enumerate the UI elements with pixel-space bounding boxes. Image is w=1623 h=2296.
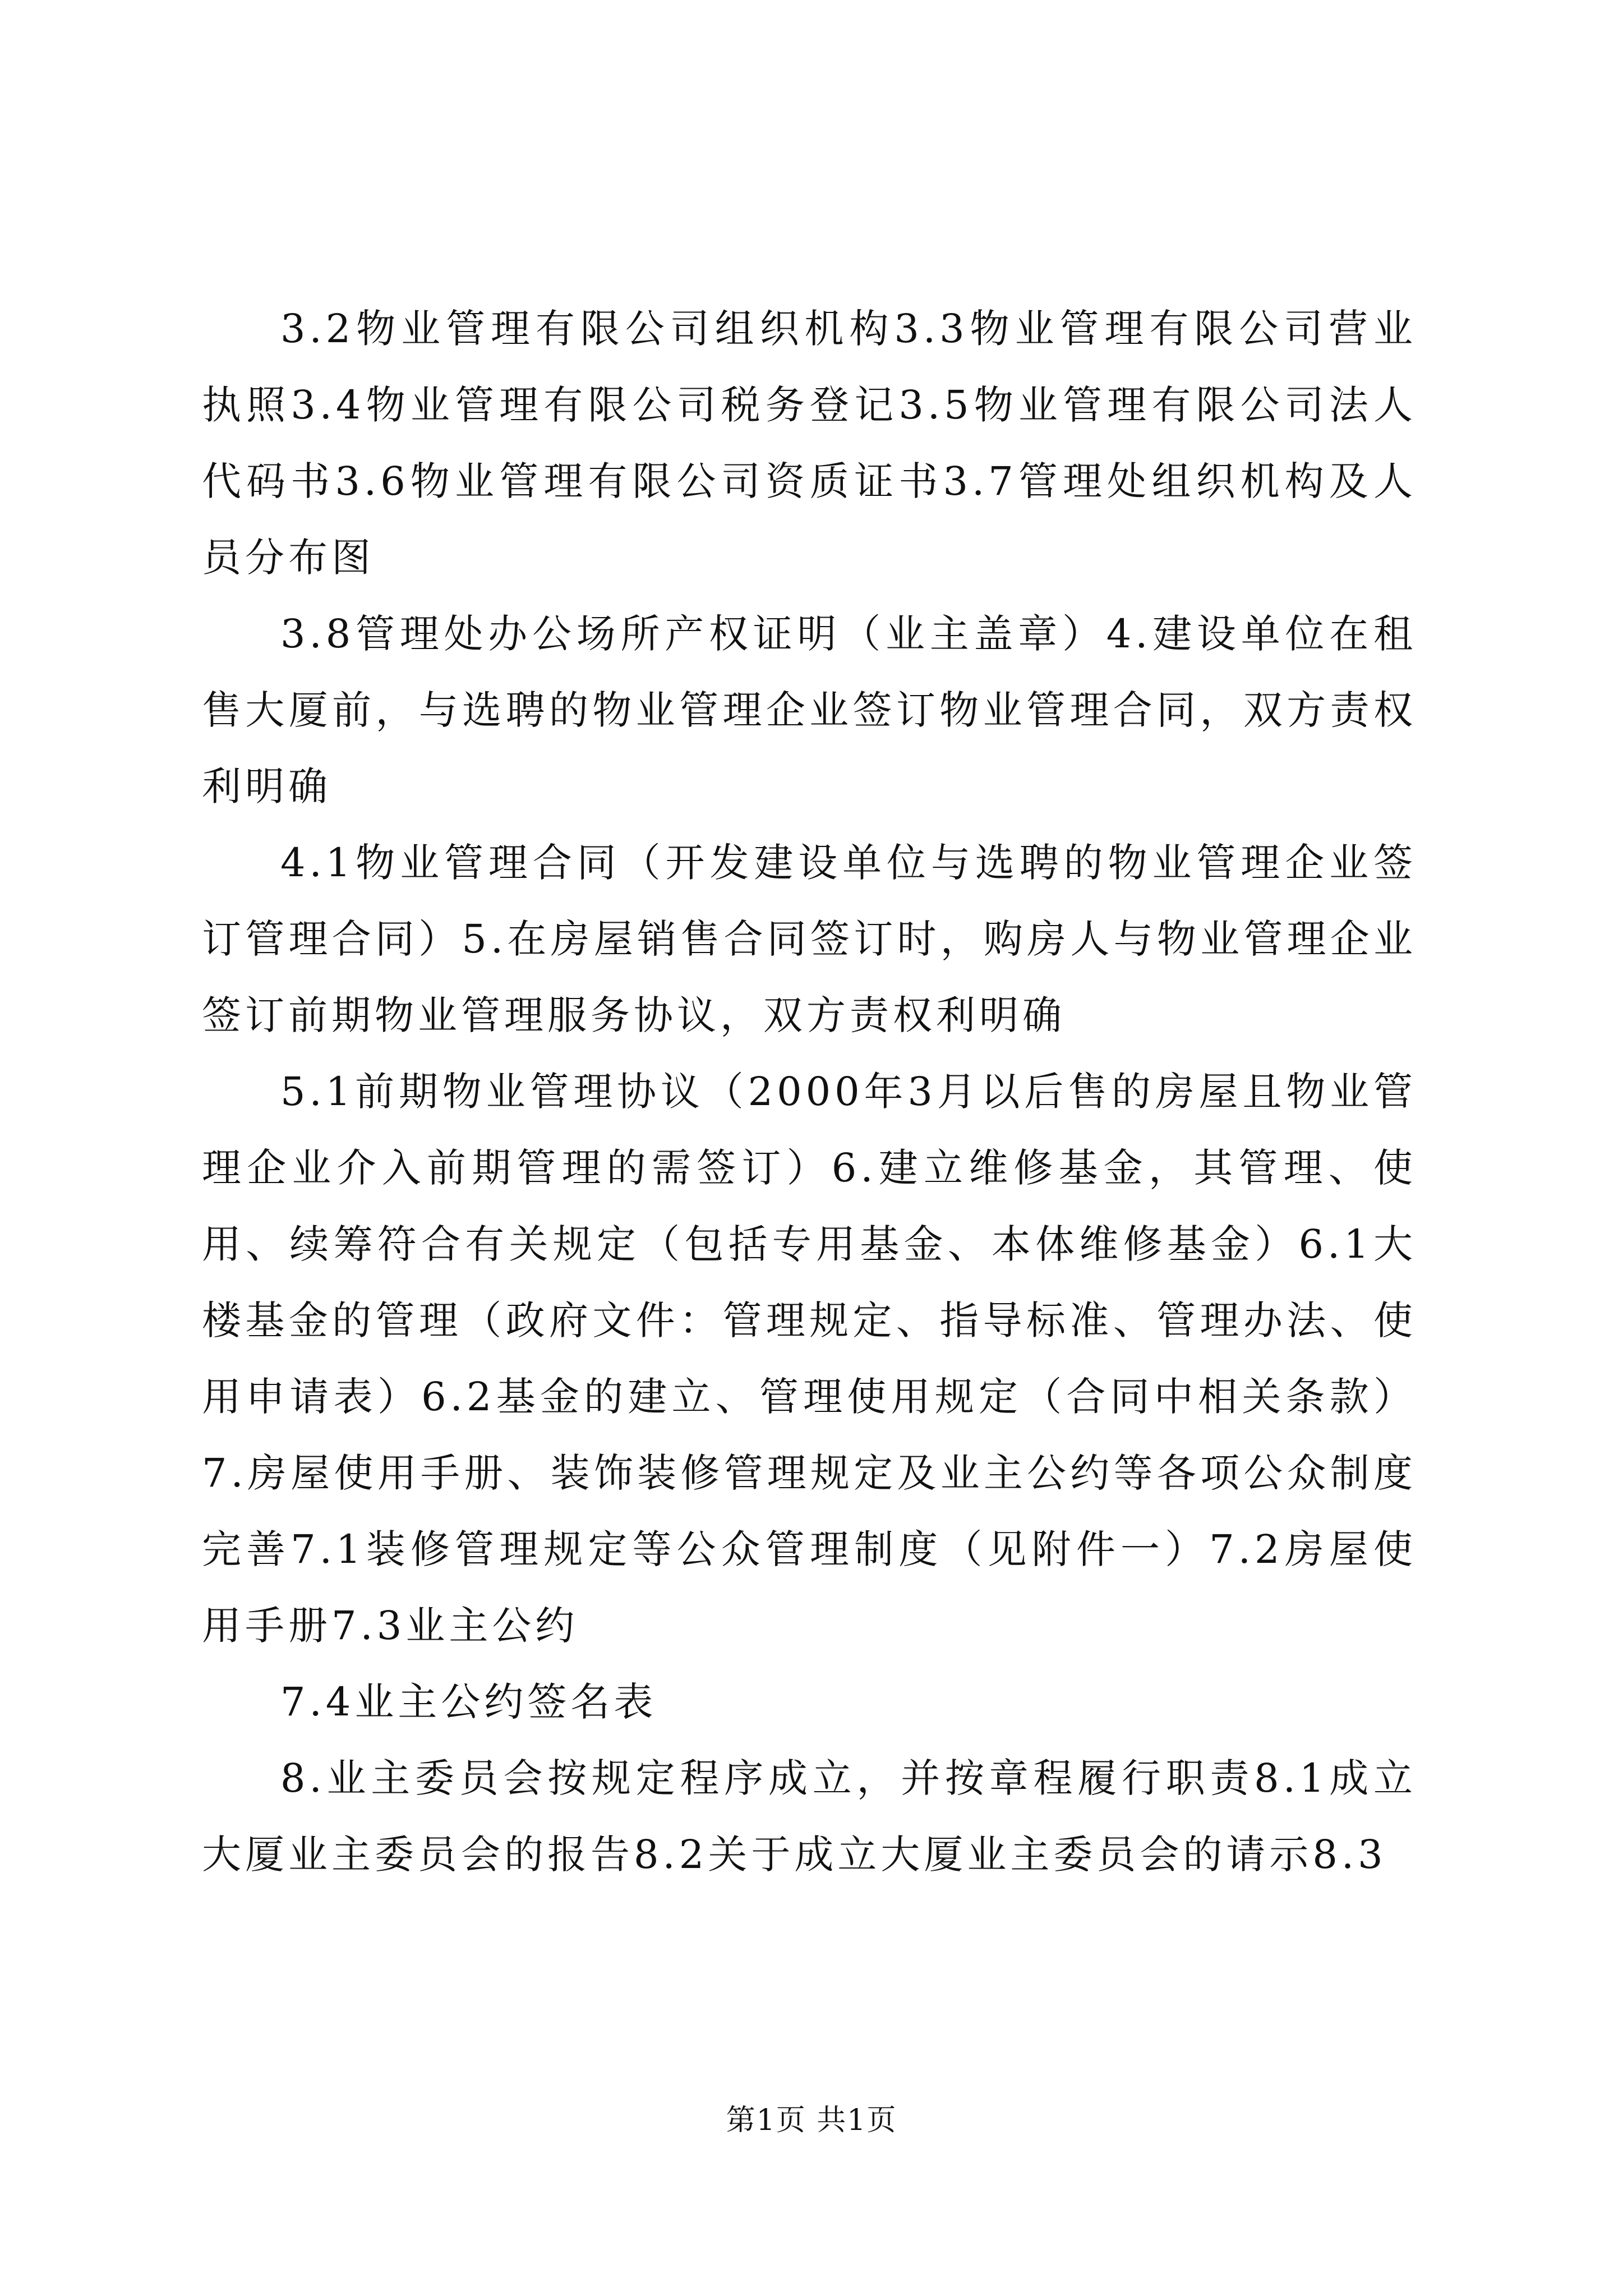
paragraph-3: 4.1物业管理合同（开发建设单位与选聘的物业管理企业签订管理合同）5.在房屋销售合同签订时，购房人与物业管理企业签订前期物业管理服务协议，双方责权利明确 xyxy=(202,840,1417,1038)
paragraph-6: 8.业主委员会按规定程序成立，并按章程履行职责8.1成立大厦业主委员会的报告8.2关于成立大厦业主委员会的请示8.3 xyxy=(202,1755,1417,1878)
paragraph-1: 3.2物业管理有限公司组织机构3.3物业管理有限公司营业执照3.4物业管理有限公司税务登记3.5物业管理有限公司法人代码书3.6物业管理有限公司资质证书3.7管理处组织机构及人员分布图 xyxy=(202,306,1417,581)
paragraph-4: 5.1前期物业管理协议（2000年3月以后售的房屋且物业管理企业介入前期管理的需签订）6.建立维修基金，其管理、使用、续筹符合有关规定（包括专用基金、本体维修基金）6.1大楼基金的管理（政府文件：管理规定、指导标准、管理办法、使用申请表）6.2基金的建立、管理使用规定（合同中相关条款）7.房屋使用手册、装饰装修管理规定及业主公约等各项公众制度完善7.1装修管理规定等公众管理制度（见附件一）7.2房屋使用手册7.3业主公约 xyxy=(202,1069,1417,1649)
paragraph-2: 3.8管理处办公场所产权证明（业主盖章）4.建设单位在租售大厦前，与选聘的物业管理企业签订物业管理合同，双方责权利明确 xyxy=(202,611,1417,809)
page-footer: 第1页 共1页 xyxy=(726,2104,897,2137)
document-body xyxy=(202,291,1417,1893)
paragraph-5: 7.4业主公约签名表 xyxy=(280,1679,657,1725)
